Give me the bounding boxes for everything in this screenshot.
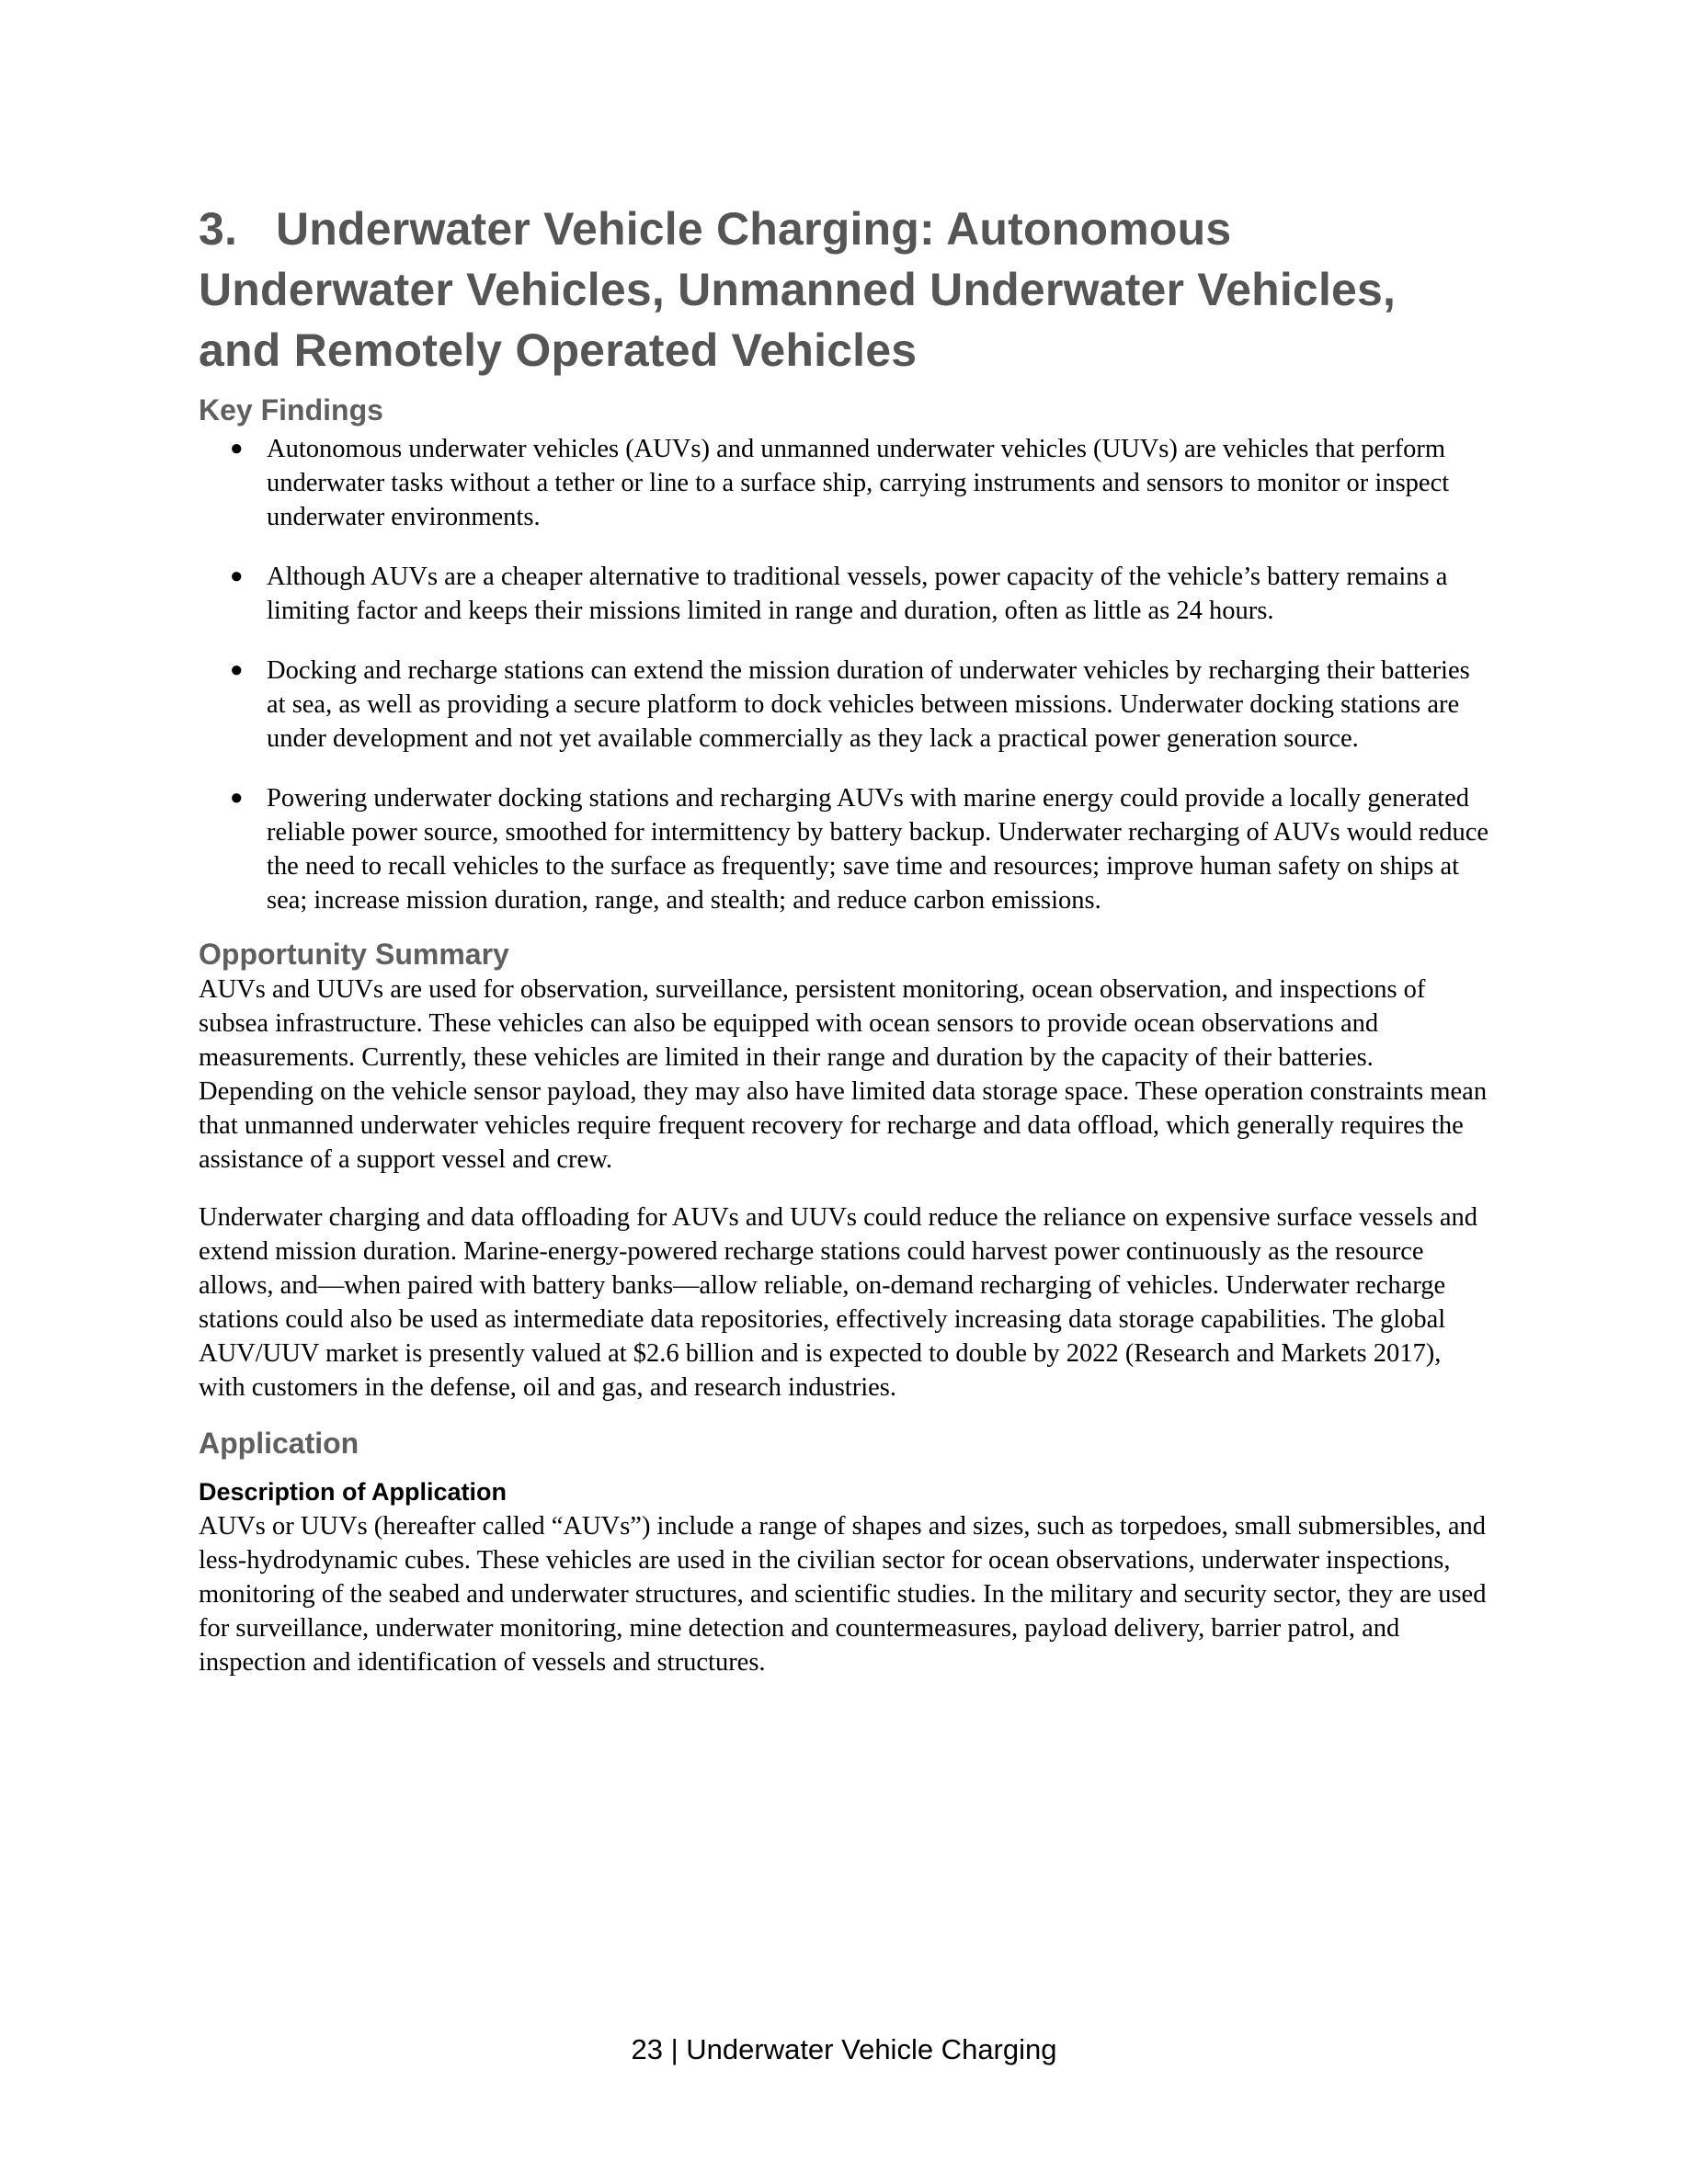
page-footer: 23 | Underwater Vehicle Charging	[631, 2033, 1057, 2065]
list-item	[199, 654, 1489, 756]
chapter-title-line-3: and Remotely Operated Vehicles	[199, 324, 918, 376]
finding-text: Although AUVs are a cheaper alternative to traditional vessels, power capacity of the vehicle’s battery remains a limiting factor and keeps their missions limited in range and duration, often as little as 24 hours.	[267, 563, 1448, 625]
application-paragraph: AUVs or UUVs (hereafter called “AUVs”) include a range of shapes and sizes, such as torpedoes, small submersibles, and less-hydrodynamic cubes. These vehicles are used in the civilian sector for ocean observations, underwater inspections, monitoring of the seabed and underwater structures, and scientific studies. In the military and security sector, they are used for surveillance, underwater monitoring, mine detection and countermeasures, payload delivery, barrier patrol, and inspection and identification of vessels and structures.	[199, 1512, 1487, 1677]
list-item	[199, 432, 1489, 534]
chapter-number: 3.	[199, 203, 238, 255]
application-subheading: Description of Application	[199, 1478, 508, 1506]
finding-text: Autonomous underwater vehicles (AUVs) and unmanned underwater vehicles (UUVs) are vehicles that perform underwater tasks without a tether or line to a surface ship, carrying instruments and sensors to monitor or inspect underwater environments.	[267, 435, 1450, 531]
chapter-title-line-2: Underwater Vehicles, Unmanned Underwater Vehicles,	[199, 264, 1397, 315]
finding-text: Powering underwater docking stations and recharging AUVs with marine energy could provide a locally generated reliable power source, smoothed for intermittency by battery backup. Underwater recharging of AUVs would reduce the need to recall vehicles to the surface as frequently; save time and resources; improve human safety on ships at sea; increase mission duration, range, and stealth; and reduce carbon emissions.	[267, 784, 1489, 915]
opportunity-summary-heading: Opportunity Summary	[199, 938, 509, 971]
list-item	[199, 781, 1489, 917]
opportunity-paragraph-1: AUVs and UUVs are used for observation, surveillance, persistent monitoring, ocean observation, and inspections of subsea infrastructure. These vehicles can also be equipped with ocean sensors to provide ocean observations and measurements. Currently, these vehicles are limited in their range and duration by the capacity of their batteries. Depending on the vehicle sensor payload, they may also have limited data storage space. These operation constraints mean that unmanned underwater vehicles require frequent recovery for recharge and data offload, which generally requires the assistance of a support vessel and crew.	[199, 975, 1488, 1174]
bullet-icon: ●	[230, 658, 244, 682]
finding-text: Docking and recharge stations can extend the mission duration of underwater vehicles by recharging their batteries at sea, as well as providing a secure platform to dock vehicles between missions. Underwater docking stations are under development and not yet available commercially as they lack a practical power generation source.	[267, 656, 1470, 753]
application-heading: Application	[199, 1427, 359, 1460]
chapter-title-line-1: 3. Underwater Vehicle Charging: Autonomous	[199, 203, 1231, 255]
key-findings-list	[199, 432, 1489, 917]
list-item	[199, 560, 1489, 628]
bullet-icon: ●	[230, 786, 244, 810]
bullet-icon: ●	[230, 564, 244, 588]
bullet-icon: ●	[230, 437, 244, 461]
opportunity-paragraph-2: Underwater charging and data offloading for AUVs and UUVs could reduce the reliance on expensive surface vessels and extend mission duration. Marine-energy-powered recharge stations could harvest power continuously as the resource allows, and—when paired with battery banks—allow reliable, on-demand recharging of vehicles. Underwater recharge stations could also be used as intermediate data repositories, effectively increasing data storage capabilities. The global AUV/UUV market is presently valued at $2.6 billion and is expected to double by 2022 (Research and Markets 2017), with customers in the defense, oil and gas, and research industries.	[199, 1203, 1478, 1402]
key-findings-heading: Key Findings	[199, 393, 383, 427]
chapter-title	[199, 199, 1489, 381]
document-page	[199, 199, 1489, 1679]
